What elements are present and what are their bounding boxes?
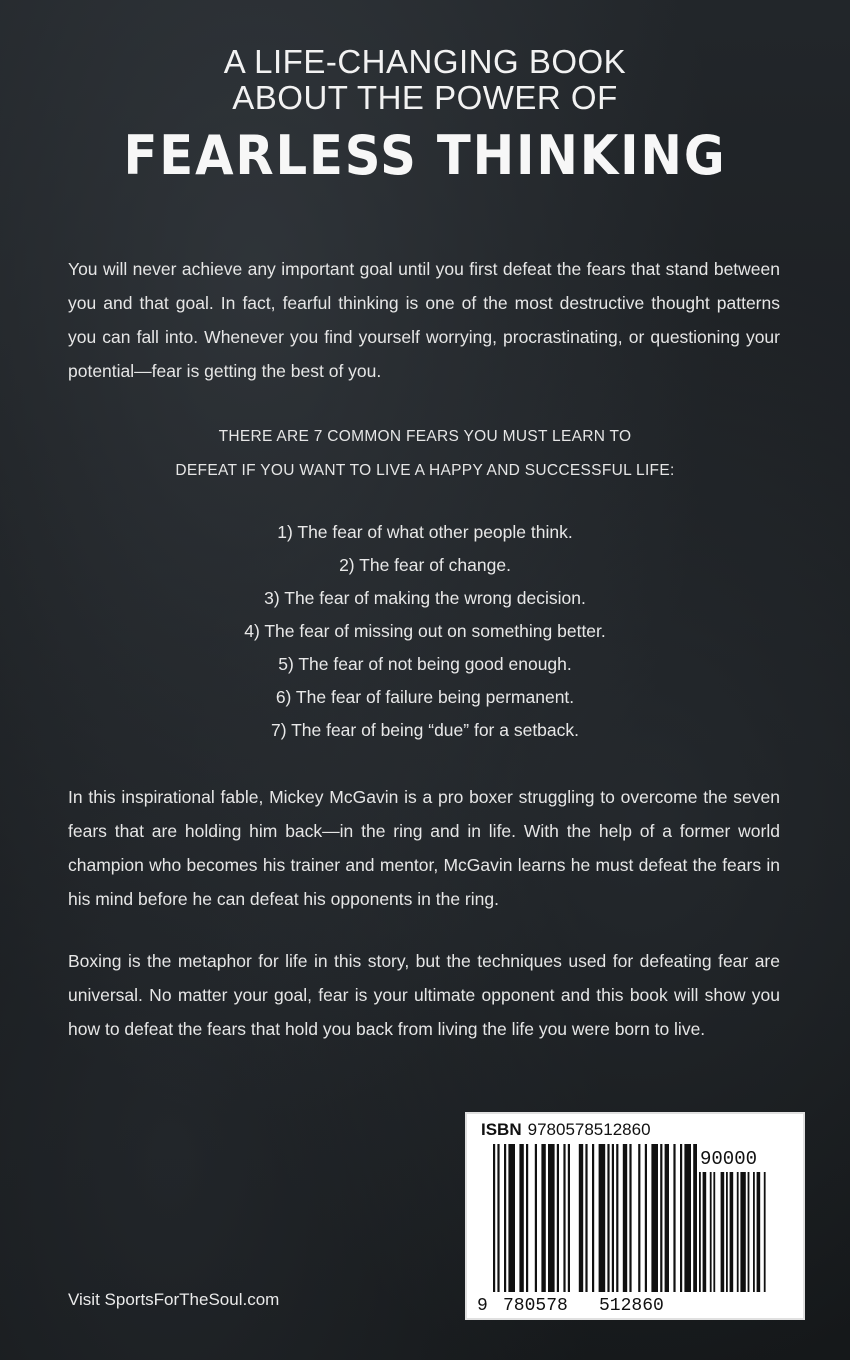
barcode-bar bbox=[665, 1144, 669, 1292]
headline bbox=[0, 44, 850, 186]
isbn-number: 9780578512860 bbox=[527, 1120, 651, 1139]
addon-bar bbox=[740, 1172, 745, 1292]
barcode-bar bbox=[497, 1144, 499, 1292]
addon-bar bbox=[748, 1172, 750, 1292]
addon-bar bbox=[737, 1172, 739, 1292]
barcode-bar bbox=[629, 1144, 631, 1292]
fear-item: 4) The fear of missing out on something better. bbox=[244, 621, 606, 641]
barcode-bar bbox=[585, 1144, 587, 1292]
barcode-bar bbox=[651, 1144, 658, 1292]
addon-bar bbox=[753, 1172, 755, 1292]
barcode-bar bbox=[599, 1144, 606, 1292]
ean-barcode-bars bbox=[477, 1144, 697, 1294]
addon-bar bbox=[699, 1172, 701, 1292]
addon-bar bbox=[764, 1172, 766, 1292]
barcode-bar bbox=[504, 1144, 506, 1292]
barcode-digit-first: 9 bbox=[477, 1296, 488, 1316]
fear-item: 1) The fear of what other people think. bbox=[277, 522, 573, 542]
price-addon-bars bbox=[697, 1172, 793, 1294]
headline-line-1: A LIFE-CHANGING BOOK bbox=[223, 43, 627, 80]
addon-bar bbox=[713, 1172, 715, 1292]
barcode-bar bbox=[612, 1144, 614, 1292]
synopsis-paragraph: In this inspirational fable, Mickey McGavin is a pro boxer struggling to overcome the seven fears that are holding him back—in the ring and in life. With the help of a former world champion who becomes his trainer and mentor, McGavin learns he must defeat the fears in his mind before he can defeat his opponents in the ring. bbox=[68, 787, 780, 909]
fear-item: 6) The fear of failure being permanent. bbox=[275, 687, 575, 707]
barcode-bar bbox=[616, 1144, 618, 1292]
barcode-bar bbox=[563, 1144, 565, 1292]
website-link[interactable]: Visit SportsForTheSoul.com bbox=[68, 1290, 280, 1309]
addon-bar bbox=[703, 1172, 707, 1292]
barcode-bar bbox=[526, 1144, 528, 1292]
addon-bar bbox=[721, 1172, 725, 1292]
headline-line-2: ABOUT THE POWER OF bbox=[232, 79, 618, 116]
addon-bar bbox=[757, 1172, 761, 1292]
book-title: FEARLESS THINKING bbox=[123, 124, 727, 187]
barcode-bar bbox=[519, 1144, 523, 1292]
closing-paragraph: Boxing is the metaphor for life in this story, but the techniques used for defeating fear are universal. No matter your goal, fear is your ultimate opponent and this book will show you how to defeat the fears that hold you back from living the life you were born to live. bbox=[68, 951, 780, 1039]
barcode-bar bbox=[493, 1144, 495, 1292]
fear-item: 2) The fear of change. bbox=[339, 555, 511, 575]
barcode-digit-group-1: 780578 bbox=[503, 1296, 568, 1316]
addon-bar bbox=[710, 1172, 712, 1292]
addon-bar bbox=[726, 1172, 728, 1292]
barcode-bar bbox=[684, 1144, 691, 1292]
barcode-bar bbox=[680, 1144, 682, 1292]
fear-item: 7) The fear of being “due” for a setback. bbox=[270, 720, 580, 740]
fear-item: 5) The fear of not being good enough. bbox=[278, 654, 572, 674]
barcode-bar bbox=[541, 1144, 545, 1292]
fears-heading-line-1: THERE ARE 7 COMMON FEARS YOU MUST LEARN TO bbox=[218, 428, 632, 445]
fears-heading bbox=[0, 420, 850, 488]
price-addon-number: 90000 bbox=[700, 1148, 758, 1170]
barcode-bar bbox=[623, 1144, 627, 1292]
isbn-prefix: ISBN bbox=[481, 1120, 522, 1139]
barcode-bar bbox=[568, 1144, 570, 1292]
intro-paragraph: You will never achieve any important goal until you first defeat the fears that stand between you and that goal. In fact, fearful thinking is one of the most destructive thought patterns you can fall into. Whenever you find yourself worrying, procrastinating, or questioning your potential—fear is getting the best of you. bbox=[68, 259, 780, 381]
barcode-bar bbox=[638, 1144, 640, 1292]
barcode-bar bbox=[645, 1144, 647, 1292]
barcode-bar bbox=[660, 1144, 662, 1292]
fear-item: 3) The fear of making the wrong decision. bbox=[264, 588, 586, 608]
barcode-bar bbox=[557, 1144, 559, 1292]
barcode-bar bbox=[592, 1144, 594, 1292]
barcode-bar bbox=[607, 1144, 609, 1292]
barcode-bar bbox=[673, 1144, 675, 1292]
fears-heading-line-2: DEFEAT IF YOU WANT TO LIVE A HAPPY AND SUCCESSFUL LIFE: bbox=[175, 462, 675, 479]
fears-list bbox=[0, 516, 850, 747]
barcode-digit-group-2: 512860 bbox=[599, 1296, 664, 1316]
barcode-bar bbox=[548, 1144, 555, 1292]
barcode-bar bbox=[579, 1144, 583, 1292]
barcode-bar bbox=[508, 1144, 515, 1292]
addon-bar bbox=[730, 1172, 734, 1292]
isbn-barcode bbox=[465, 1112, 805, 1320]
barcode-bar bbox=[535, 1144, 537, 1292]
isbn-label bbox=[481, 1120, 651, 1140]
